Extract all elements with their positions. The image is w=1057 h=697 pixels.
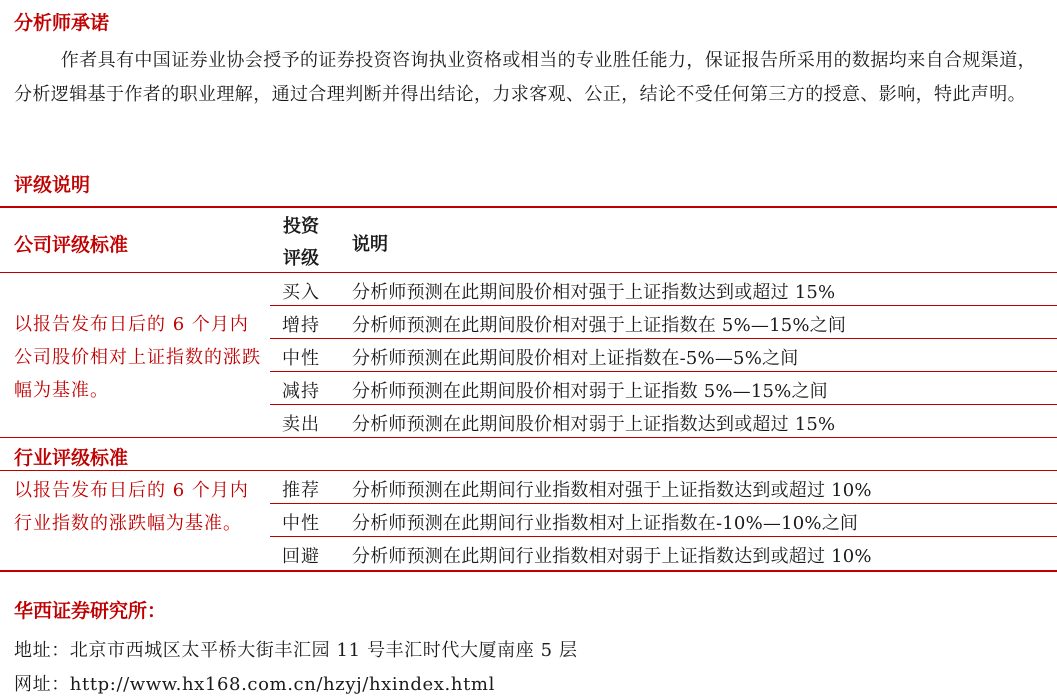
row-rule bbox=[270, 503, 1057, 504]
row-rule bbox=[270, 371, 1057, 372]
company-desc-3: 分析师预测在此期间股价相对上证指数在-5%—5%之间 bbox=[352, 348, 799, 369]
company-desc-2: 分析师预测在此期间股价相对强于上证指数在 5%—15%之间 bbox=[352, 315, 847, 336]
company-grade-4: 减持 bbox=[282, 381, 320, 402]
row-rule bbox=[270, 338, 1057, 339]
company-standard-header: 公司评级标准 bbox=[14, 234, 129, 256]
row-rule bbox=[270, 536, 1057, 537]
industry-desc-2: 分析师预测在此期间行业指数相对上证指数在-10%—10%之间 bbox=[352, 513, 859, 534]
commitment-body: 作者具有中国证券业协会授予的证券投资咨询执业资格或相当的专业胜任能力，保证报告所采用的数据均来自合规渠道，分析逻辑基于作者的职业理解，通过合理判断并得出结论，力求客观、公正，结论不受任何第三方的授意、影响，特此声明。 bbox=[14, 50, 1036, 105]
section-rule bbox=[0, 437, 1057, 438]
institute-address: 地址：北京市西城区太平桥大街丰汇园 11 号丰汇时代大厦南座 5 层 bbox=[14, 640, 578, 661]
industry-grade-3: 回避 bbox=[282, 546, 320, 567]
commitment-title: 分析师承诺 bbox=[14, 12, 110, 34]
company-grade-5: 卖出 bbox=[282, 414, 320, 435]
grade-header-line1: 投资 bbox=[283, 216, 319, 237]
industry-desc-1: 分析师预测在此期间行业指数相对强于上证指数达到或超过 10% bbox=[352, 480, 872, 501]
institute-website[interactable]: 网址：http://www.hx168.com.cn/hzyj/hxindex.html bbox=[14, 674, 495, 695]
industry-grade-2: 中性 bbox=[282, 513, 320, 534]
company-desc-1: 分析师预测在此期间股价相对强于上证指数达到或超过 15% bbox=[352, 282, 836, 303]
grade-header-line2: 评级 bbox=[283, 248, 319, 269]
industry-rule bbox=[0, 470, 1057, 471]
description-header: 说明 bbox=[352, 234, 388, 255]
company-desc-4: 分析师预测在此期间股价相对弱于上证指数 5%—15%之间 bbox=[352, 381, 828, 402]
company-basis-text: 以报告发布日后的 6 个月内公司股价相对上证指数的涨跌幅为基准。 bbox=[14, 314, 261, 401]
table-top-rule bbox=[0, 206, 1057, 208]
industry-basis-text: 以报告发布日后的 6 个月内行业指数的涨跌幅为基准。 bbox=[14, 480, 249, 534]
company-desc-5: 分析师预测在此期间股价相对弱于上证指数达到或超过 15% bbox=[352, 414, 836, 435]
company-grade-1: 买入 bbox=[282, 282, 320, 303]
company-grade-3: 中性 bbox=[282, 348, 320, 369]
row-rule bbox=[270, 404, 1057, 405]
industry-desc-3: 分析师预测在此期间行业指数相对弱于上证指数达到或超过 10% bbox=[352, 546, 872, 567]
table-bottom-rule bbox=[0, 570, 1057, 572]
rating-title: 评级说明 bbox=[14, 174, 91, 196]
company-grade-2: 增持 bbox=[282, 315, 320, 336]
row-rule bbox=[270, 305, 1057, 306]
institute-title: 华西证券研究所： bbox=[14, 600, 167, 622]
industry-standard-header: 行业评级标准 bbox=[14, 447, 129, 469]
industry-grade-1: 推荐 bbox=[282, 480, 320, 501]
header-rule bbox=[0, 272, 1057, 273]
